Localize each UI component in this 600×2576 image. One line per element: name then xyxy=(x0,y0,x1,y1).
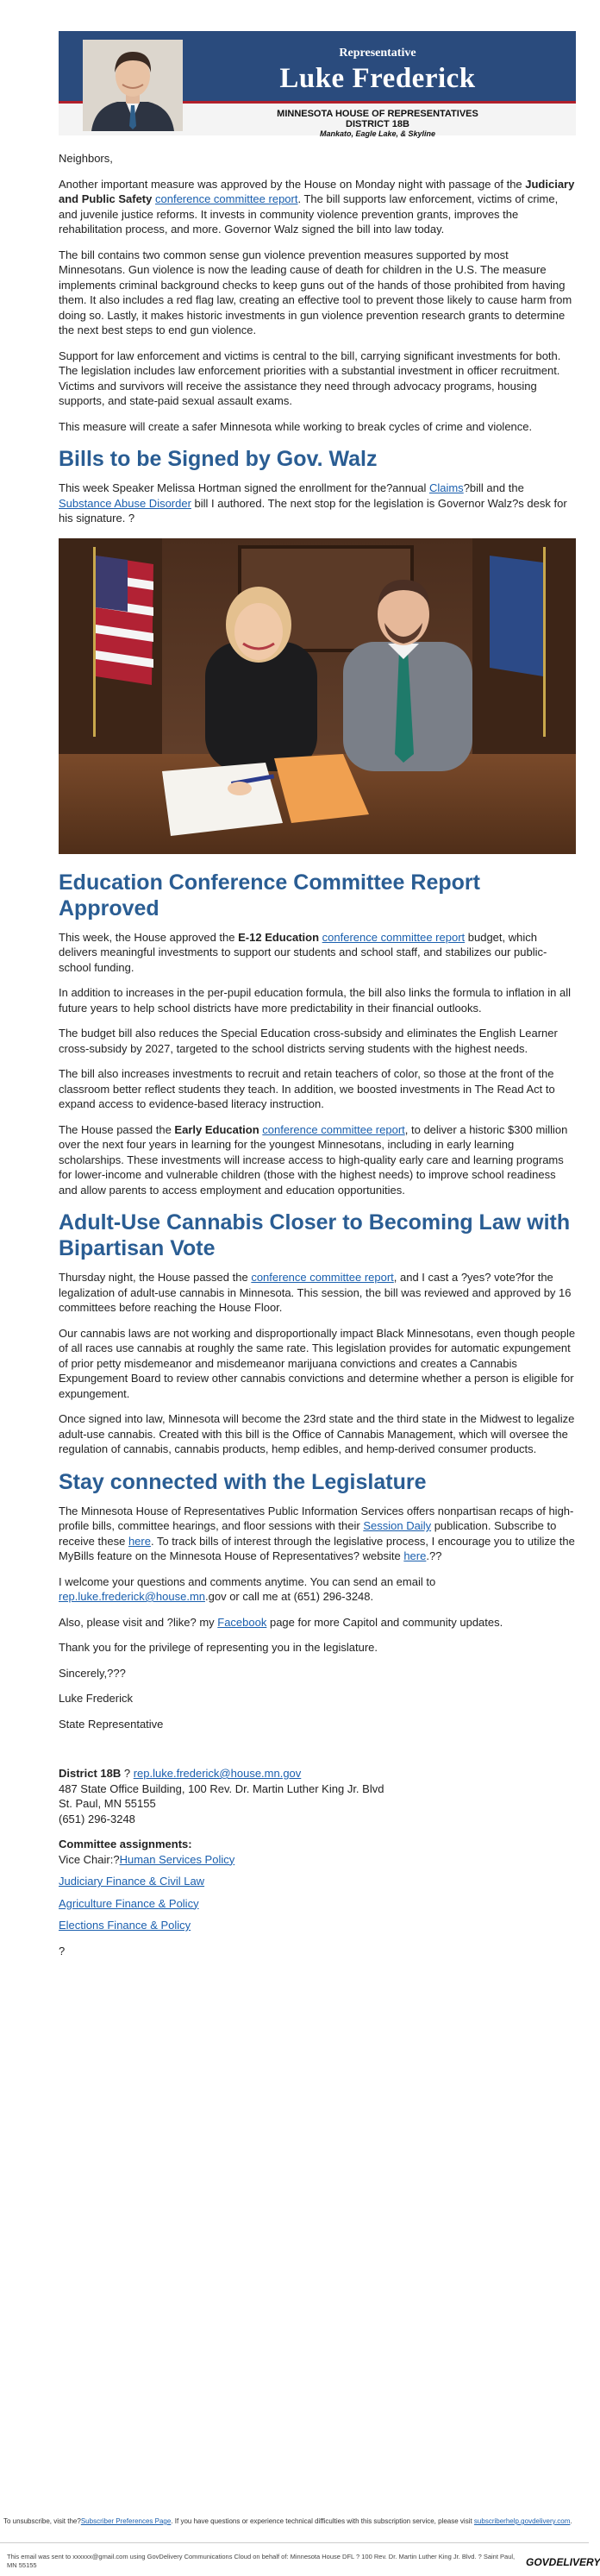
divider xyxy=(0,2542,589,2543)
paragraph: This week, the House approved the E-12 Education conference committee report budget, which delivers meaningful investments to support our students and school staff, and stabilizes our public-school funding. xyxy=(59,930,547,974)
representative-portrait xyxy=(83,40,183,131)
committee-link-elections[interactable]: Elections Finance & Policy xyxy=(59,1919,191,1932)
conference-report-link[interactable]: conference committee report xyxy=(155,192,298,205)
paragraph: The Minnesota House of Representatives Public Information Services offers nonpartisan recaps of high-profile bills, committee hearings, and floor sessions with their Session Daily publication. Subscribe to receive these here. To track bills of interest through the legislative process, I encourage you to utilize the MyBills feature on the Minnesota House of Representatives? website here.?? xyxy=(59,1504,575,1562)
claims-bill-link[interactable]: Claims xyxy=(428,481,464,494)
govdelivery-logo[interactable]: GOVDELIVERY xyxy=(526,2556,600,2568)
sent-notice: This email was sent to xxxxxx@gmail.com using GovDelivery Communications Cloud on behalf of: Minnesota House DFL ? 100 Rev. Dr. Martin Luther King Jr. Blvd. ? Saint Paul, MN 55155 xyxy=(7,2553,516,2569)
representative-label: Representative xyxy=(339,47,416,60)
section-heading-education: Education Conference Committee Report Approved xyxy=(59,870,480,920)
footer-district-row: District 18B ? rep.luke.frederick@house.mn.gov xyxy=(59,1767,302,1780)
paragraph: I welcome your questions and comments anytime. You can send an email to rep.luke.frederick@house.mn.gov or call me at (651) 296-3248. xyxy=(59,1574,436,1603)
district-cities: Mankato, Eagle Lake, & Skyline xyxy=(319,129,436,138)
substance-abuse-bill-link[interactable]: Substance Abuse Disorder xyxy=(59,496,191,510)
paragraph: Thank you for the privilege of representing you in the legislature. xyxy=(59,1641,378,1654)
signature-name: Luke Frederick xyxy=(59,1692,133,1705)
committee-link-human-services[interactable]: Human Services Policy xyxy=(119,1852,235,1866)
newsletter-body xyxy=(59,151,576,1958)
committee-assignments-title: Committee assignments: xyxy=(59,1838,192,1850)
paragraph: Once signed into law, Minnesota will become the 23rd state and the third state in the Midwest to legalize adult-use cannabis. Created with this bill is the Office of Cannabis Management, which will oversee the regulation of cannabis, cannabis products, hemp edibles, and hemp-derived consumer products. xyxy=(59,1412,575,1455)
rep-email-link[interactable]: rep.luke.frederick@house.mn xyxy=(59,1590,205,1603)
paragraph: Also, please visit and ?like? my Facebook page for more Capitol and community updates. xyxy=(59,1615,503,1629)
footer-phone: (651) 296-3248 xyxy=(59,1812,135,1825)
mybills-here-link[interactable]: here xyxy=(403,1549,427,1562)
subscribe-here-link[interactable]: here xyxy=(128,1534,151,1548)
committee-link-judiciary[interactable]: Judiciary Finance & Civil Law xyxy=(59,1875,205,1888)
newsletter-header xyxy=(59,31,576,138)
unsubscribe-text: To unsubscribe, visit the?Subscriber Preferences Page. If you have questions or experience technical difficulties with this subscription service, please visit subscriberhelp.govdelivery.com. xyxy=(3,2517,572,2525)
paragraph: The bill also increases investments to recruit and retain teachers of color, so those at the front of the classroom better reflect students they teach. In addition, we boosted investments in The Read Act to expand access to evidence-based literacy instruction. xyxy=(59,1067,555,1110)
footer-email-link[interactable]: rep.luke.frederick@house.mn.gov xyxy=(133,1767,302,1780)
cannabis-report-link[interactable]: conference committee report xyxy=(251,1271,394,1284)
paragraph: The budget bill also reduces the Special Education cross-subsidy and eliminates the English Learner cross-subsidy by 2027, targeted to the school districts serving students with the highest needs. xyxy=(59,1027,558,1055)
facebook-link[interactable]: Facebook xyxy=(217,1615,267,1629)
section-heading-bills: Bills to be Signed by Gov. Walz xyxy=(59,447,378,471)
paragraph: Our cannabis laws are not working and disproportionally impact Black Minnesotans, even though people of all races use cannabis at roughly the same rate. This legislation provides for automatic expungement of prior petty misdemeanor and misdemeanor marijuana convictions and creates a Cannabis Expungement Board to review other cannabis convictions and determine whether a person is eligible for expungement. xyxy=(59,1326,576,1400)
newsletter xyxy=(59,31,576,1958)
subscriber-preferences-link[interactable]: Subscriber Preferences Page xyxy=(80,2517,172,2525)
section-heading-connected: Stay connected with the Legislature xyxy=(59,1469,427,1494)
district-label: DISTRICT 18B xyxy=(346,119,409,129)
paragraph: Another important measure was approved by the House on Monday night with passage of the Judiciary and Public Safety conference committee report. The bill supports law enforcement, victims of crime, and juvenile justice reforms. It invests in community violence prevention grants, improves the rehabilitation process, and more. Governor Walz signed the bill into law today. xyxy=(59,177,575,236)
chamber-name: MINNESOTA HOUSE OF REPRESENTATIVES xyxy=(277,109,478,119)
paragraph: The bill contains two common sense gun violence prevention measures supported by most Minnesotans. Gun violence is now the leading cause of death for children in the U.S. The measure implements criminal background checks to keep guns out of the hands of those prohibited from having them. It also includes a red flag law, creating an effective tool to prevent those likely to cause harm from doing so. Lastly, it makes historic investments in gun violence prevention research grants to determine the next best steps to end gun violence. xyxy=(59,248,572,336)
paragraph: In addition to increases in the per-pupil education formula, the bill also links the formula to inflation in all future years to help school districts have more predictability in their financial outlooks. xyxy=(59,986,572,1015)
sign-off: Sincerely,??? xyxy=(59,1666,126,1680)
session-daily-link[interactable]: Session Daily xyxy=(363,1519,432,1532)
e12-report-link[interactable]: conference committee report xyxy=(322,930,466,944)
footer-address-line1: 487 State Office Building, 100 Rev. Dr. Martin Luther King Jr. Blvd xyxy=(59,1781,384,1795)
paragraph: The House passed the Early Education conference committee report, to deliver a historic $300 million over the next four years in learning for the youngest Minnesotans, including in early learning scholarships. These investments will increase access to high-quality early care and learning programs for lower-income and vulnerable children (those with the highest needs) to improve school readiness and allow parents to access employment and education opportunities. xyxy=(59,1122,568,1197)
paragraph: This week Speaker Melissa Hortman signed the enrollment for the?annual Claims?bill and the Substance Abuse Disorder bill I authored. The next stop for the legislation is Governor Walz?s desk for his signature. ? xyxy=(59,481,567,525)
vice-chair-row: Vice Chair:?Human Services Policy xyxy=(59,1852,235,1866)
representative-name: Luke Frederick xyxy=(279,63,476,94)
paragraph: This measure will create a safer Minnesota while working to break cycles of crime and violence. xyxy=(59,419,533,433)
signature-title: State Representative xyxy=(59,1717,164,1731)
footer-trailing: ? xyxy=(59,1944,66,1957)
footer-address-line2: St. Paul, MN 55155 xyxy=(59,1797,156,1810)
early-education-report-link[interactable]: conference committee report xyxy=(262,1122,405,1136)
contact-footer xyxy=(59,1766,576,1958)
greeting: Neighbors, xyxy=(59,152,113,165)
subscriber-help-link[interactable]: subscriberhelp.govdelivery.com xyxy=(473,2517,571,2525)
section-heading-cannabis: Adult-Use Cannabis Closer to Becoming Law with Bipartisan Vote xyxy=(59,1210,571,1260)
committee-link-agriculture[interactable]: Agriculture Finance & Policy xyxy=(59,1896,199,1910)
bill-signing-photo xyxy=(59,538,576,854)
paragraph: Thursday night, the House passed the conference committee report, and I cast a ?yes? vote?for the legalization of adult-use cannabis in Minnesota. This session, the bill was reviewed and approved by 16 committees before reaching the House Floor. xyxy=(59,1271,572,1314)
paragraph: Support for law enforcement and victims is central to the bill, carrying significant investments for both. The legislation includes law enforcement priorities with a substantial investment in officer recruitment. Victims and survivors will receive the assistance they need through advocacy programs, housing supports, and state-paid sexual assault exams. xyxy=(59,349,561,407)
